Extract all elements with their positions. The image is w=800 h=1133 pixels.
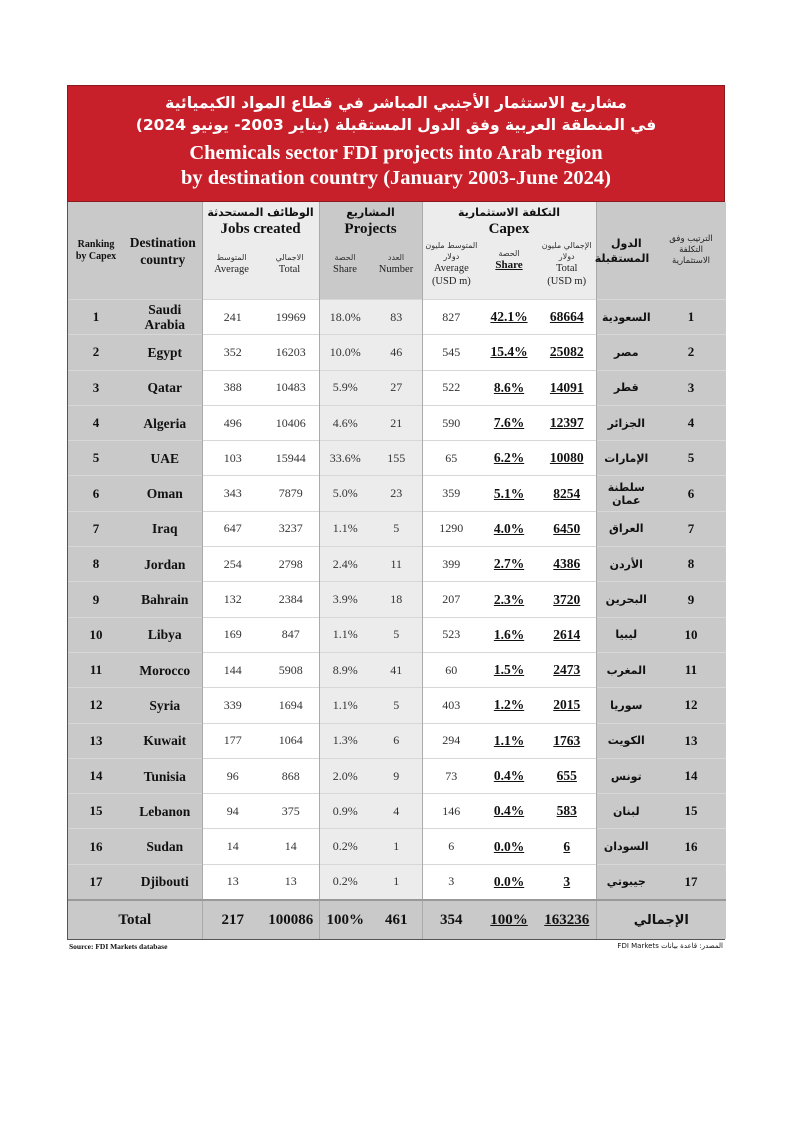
jobs-total-cell: 10483 xyxy=(263,370,319,405)
projects-number-cell: 1 xyxy=(371,829,422,864)
country-ar-header xyxy=(596,202,656,300)
rank-cell: 9 xyxy=(68,582,124,617)
rank-ar-cell: 9 xyxy=(656,582,726,617)
table-row xyxy=(68,617,726,652)
projects-share-cell: 1.1% xyxy=(319,511,371,546)
rank-ar-cell: 2 xyxy=(656,335,726,370)
table-body xyxy=(68,300,726,901)
projects-number-cell: 9 xyxy=(371,758,422,793)
capex-total-cell: 10080 xyxy=(538,441,596,476)
jobs-total-cell: 15944 xyxy=(263,441,319,476)
rank-cell: 6 xyxy=(68,476,124,511)
total-label-ar: الإجمالي xyxy=(596,900,726,939)
rank-cell: 4 xyxy=(68,405,124,440)
rank-ar-cell: 11 xyxy=(656,652,726,687)
capex-average-cell: 73 xyxy=(422,758,480,793)
rank-cell: 2 xyxy=(68,335,124,370)
country-ar-cell: قطر xyxy=(596,370,656,405)
document xyxy=(67,85,725,956)
destination-header-en: Destination country xyxy=(129,234,196,267)
country-cell: Egypt xyxy=(124,335,202,370)
projects-number-cell: 18 xyxy=(371,582,422,617)
capex-average-cell: 207 xyxy=(422,582,480,617)
country-cell: Jordan xyxy=(124,547,202,582)
country-ar-header-text: الدول المستقبلة xyxy=(594,236,650,265)
jobs-average-cell: 132 xyxy=(202,582,263,617)
rank-ar-header xyxy=(656,202,726,300)
projects-share-cell: 5.0% xyxy=(319,476,371,511)
projects-share-cell: 3.9% xyxy=(319,582,371,617)
rank-header xyxy=(68,202,124,300)
projects-share-header-ar: الحصة xyxy=(334,253,356,262)
country-ar-cell: الكويت xyxy=(596,723,656,758)
jobs-total-cell: 375 xyxy=(263,794,319,829)
country-ar-cell: البحرين xyxy=(596,582,656,617)
capex-header xyxy=(422,202,596,300)
capex-average-cell: 65 xyxy=(422,441,480,476)
projects-number-cell: 11 xyxy=(371,547,422,582)
capex-total-header-ar: الإجمالي مليون دولار xyxy=(541,241,592,261)
table-row xyxy=(68,758,726,793)
rank-ar-cell: 7 xyxy=(656,511,726,546)
projects-number-cell: 5 xyxy=(371,688,422,723)
rank-ar-cell: 12 xyxy=(656,688,726,723)
source-line xyxy=(67,942,725,956)
total-capex-total: 163236 xyxy=(538,900,596,939)
capex-average-cell: 522 xyxy=(422,370,480,405)
table-frame xyxy=(67,202,725,940)
country-ar-cell: لبنان xyxy=(596,794,656,829)
jobs-average-cell: 94 xyxy=(202,794,263,829)
capex-average-cell: 590 xyxy=(422,405,480,440)
destination-header xyxy=(124,202,202,300)
rank-cell: 16 xyxy=(68,829,124,864)
rank-ar-cell: 14 xyxy=(656,758,726,793)
capex-share-cell: 2.7% xyxy=(480,547,538,582)
table-row xyxy=(68,511,726,546)
title-arabic-line-1: مشاريع الاستثمار الأجنبي المباشر في قطاع المواد الكيميائية xyxy=(165,94,627,112)
capex-share-header-en: Share xyxy=(495,259,523,271)
capex-share-cell: 1.5% xyxy=(480,652,538,687)
jobs-header xyxy=(202,202,319,300)
capex-header-en: Capex xyxy=(488,221,530,237)
jobs-average-cell: 339 xyxy=(202,688,263,723)
projects-number-cell: 46 xyxy=(371,335,422,370)
total-projects-share: 100% xyxy=(319,900,371,939)
capex-total-cell: 12397 xyxy=(538,405,596,440)
country-cell: Qatar xyxy=(124,370,202,405)
projects-share-header-en: Share xyxy=(333,264,357,275)
rank-ar-cell: 8 xyxy=(656,547,726,582)
capex-total-cell: 68664 xyxy=(538,300,596,335)
projects-share-cell: 1.1% xyxy=(319,617,371,652)
capex-average-cell: 545 xyxy=(422,335,480,370)
jobs-total-cell: 3237 xyxy=(263,511,319,546)
projects-number-cell: 4 xyxy=(371,794,422,829)
table-row xyxy=(68,476,726,511)
jobs-average-cell: 103 xyxy=(202,441,263,476)
country-cell: Saudi Arabia xyxy=(124,300,202,335)
capex-share-cell: 0.4% xyxy=(480,794,538,829)
projects-share-cell: 0.9% xyxy=(319,794,371,829)
capex-share-cell: 0.4% xyxy=(480,758,538,793)
jobs-total-cell: 1064 xyxy=(263,723,319,758)
projects-number-cell: 5 xyxy=(371,617,422,652)
table-row xyxy=(68,405,726,440)
rank-cell: 11 xyxy=(68,652,124,687)
country-ar-cell: سوريا xyxy=(596,688,656,723)
jobs-average-cell: 13 xyxy=(202,864,263,900)
total-capex-share: 100% xyxy=(480,900,538,939)
projects-number-cell: 21 xyxy=(371,405,422,440)
projects-number-cell: 6 xyxy=(371,723,422,758)
country-ar-cell: جيبوتي xyxy=(596,864,656,900)
country-cell: Kuwait xyxy=(124,723,202,758)
capex-share-cell: 8.6% xyxy=(480,370,538,405)
rank-cell: 14 xyxy=(68,758,124,793)
projects-share-cell: 18.0% xyxy=(319,300,371,335)
title-arabic-line-2: في المنطقة العربية وفق الدول المستقبلة (يناير 2003- يونيو 2024) xyxy=(135,116,657,134)
jobs-total-cell: 2798 xyxy=(263,547,319,582)
jobs-total-cell: 847 xyxy=(263,617,319,652)
country-ar-cell: العراق xyxy=(596,511,656,546)
country-ar-cell: الإمارات xyxy=(596,441,656,476)
jobs-total-cell: 7879 xyxy=(263,476,319,511)
country-cell: UAE xyxy=(124,441,202,476)
projects-share-cell: 0.2% xyxy=(319,829,371,864)
rank-ar-cell: 4 xyxy=(656,405,726,440)
country-ar-cell: الجزائر xyxy=(596,405,656,440)
country-cell: Iraq xyxy=(124,511,202,546)
country-ar-cell: السعودية xyxy=(596,300,656,335)
projects-share-cell: 1.3% xyxy=(319,723,371,758)
projects-share-cell: 8.9% xyxy=(319,652,371,687)
jobs-total-cell: 13 xyxy=(263,864,319,900)
projects-share-cell: 2.0% xyxy=(319,758,371,793)
rank-cell: 8 xyxy=(68,547,124,582)
projects-share-cell: 5.9% xyxy=(319,370,371,405)
jobs-average-cell: 647 xyxy=(202,511,263,546)
capex-total-cell: 4386 xyxy=(538,547,596,582)
jobs-average-cell: 496 xyxy=(202,405,263,440)
capex-average-cell: 60 xyxy=(422,652,480,687)
projects-number-cell: 1 xyxy=(371,864,422,900)
country-cell: Libya xyxy=(124,617,202,652)
country-cell: Bahrain xyxy=(124,582,202,617)
country-ar-cell: مصر xyxy=(596,335,656,370)
projects-share-cell: 2.4% xyxy=(319,547,371,582)
projects-number-header-en: Number xyxy=(378,264,414,275)
table-row xyxy=(68,300,726,335)
capex-total-cell: 655 xyxy=(538,758,596,793)
table-row xyxy=(68,723,726,758)
capex-average-cell: 359 xyxy=(422,476,480,511)
jobs-total-cell: 868 xyxy=(263,758,319,793)
projects-number-header-ar: العدد xyxy=(387,253,405,262)
projects-number-cell: 83 xyxy=(371,300,422,335)
rank-cell: 3 xyxy=(68,370,124,405)
rank-cell: 5 xyxy=(68,441,124,476)
capex-share-cell: 4.0% xyxy=(480,511,538,546)
projects-share-cell: 4.6% xyxy=(319,405,371,440)
rank-ar-cell: 15 xyxy=(656,794,726,829)
table-row xyxy=(68,652,726,687)
rank-ar-cell: 5 xyxy=(656,441,726,476)
projects-header-ar: المشاريع xyxy=(346,206,395,219)
table-row xyxy=(68,370,726,405)
fdi-table xyxy=(68,202,726,939)
jobs-average-cell: 144 xyxy=(202,652,263,687)
capex-share-cell: 5.1% xyxy=(480,476,538,511)
title-english-line-1: Chemicals sector FDI projects into Arab region xyxy=(189,142,603,164)
projects-number-cell: 23 xyxy=(371,476,422,511)
projects-share-cell: 10.0% xyxy=(319,335,371,370)
country-cell: Lebanon xyxy=(124,794,202,829)
country-cell: Sudan xyxy=(124,829,202,864)
projects-number-cell: 155 xyxy=(371,441,422,476)
jobs-average-cell: 352 xyxy=(202,335,263,370)
capex-total-cell: 6450 xyxy=(538,511,596,546)
capex-share-cell: 42.1% xyxy=(480,300,538,335)
capex-share-cell: 7.6% xyxy=(480,405,538,440)
rank-ar-cell: 16 xyxy=(656,829,726,864)
rank-ar-cell: 10 xyxy=(656,617,726,652)
capex-total-cell: 3720 xyxy=(538,582,596,617)
total-jobs-average: 217 xyxy=(202,900,263,939)
country-cell: Syria xyxy=(124,688,202,723)
total-jobs-total: 100086 xyxy=(263,900,319,939)
rank-ar-cell: 1 xyxy=(656,300,726,335)
capex-share-cell: 1.1% xyxy=(480,723,538,758)
rank-cell: 17 xyxy=(68,864,124,900)
rank-ar-cell: 13 xyxy=(656,723,726,758)
jobs-total-cell: 10406 xyxy=(263,405,319,440)
country-ar-cell: ليبيا xyxy=(596,617,656,652)
capex-total-header-en: Total (USD m) xyxy=(547,263,587,287)
jobs-total-cell: 16203 xyxy=(263,335,319,370)
jobs-total-header-ar: الاجمالي xyxy=(275,253,304,262)
country-cell: Tunisia xyxy=(124,758,202,793)
projects-header-en: Projects xyxy=(344,221,397,237)
jobs-average-cell: 96 xyxy=(202,758,263,793)
projects-header xyxy=(319,202,422,300)
rank-cell: 12 xyxy=(68,688,124,723)
capex-total-cell: 14091 xyxy=(538,370,596,405)
country-cell: Morocco xyxy=(124,652,202,687)
capex-average-cell: 827 xyxy=(422,300,480,335)
country-cell: Algeria xyxy=(124,405,202,440)
rank-cell: 10 xyxy=(68,617,124,652)
jobs-total-cell: 1694 xyxy=(263,688,319,723)
rank-header-en: Ranking by Capex xyxy=(75,238,117,262)
projects-number-cell: 27 xyxy=(371,370,422,405)
jobs-total-cell: 5908 xyxy=(263,652,319,687)
table-row xyxy=(68,829,726,864)
capex-total-cell: 583 xyxy=(538,794,596,829)
jobs-average-cell: 388 xyxy=(202,370,263,405)
capex-average-cell: 403 xyxy=(422,688,480,723)
capex-average-cell: 3 xyxy=(422,864,480,900)
table-row xyxy=(68,864,726,900)
projects-share-cell: 33.6% xyxy=(319,441,371,476)
capex-total-cell: 2473 xyxy=(538,652,596,687)
jobs-average-cell: 343 xyxy=(202,476,263,511)
total-capex-average: 354 xyxy=(422,900,480,939)
capex-total-cell: 25082 xyxy=(538,335,596,370)
capex-share-cell: 0.0% xyxy=(480,864,538,900)
jobs-header-ar: الوظائف المستحدثة xyxy=(207,206,314,219)
capex-average-cell: 399 xyxy=(422,547,480,582)
jobs-total-cell: 2384 xyxy=(263,582,319,617)
rank-cell: 7 xyxy=(68,511,124,546)
table-row xyxy=(68,688,726,723)
title-banner xyxy=(67,85,725,202)
capex-average-header-en: Average (USD m) xyxy=(431,263,471,287)
capex-total-cell: 1763 xyxy=(538,723,596,758)
jobs-total-header-en: Total xyxy=(278,264,301,275)
table-row xyxy=(68,547,726,582)
table-row xyxy=(68,794,726,829)
rank-cell: 13 xyxy=(68,723,124,758)
capex-share-cell: 0.0% xyxy=(480,829,538,864)
jobs-average-cell: 169 xyxy=(202,617,263,652)
rank-ar-cell: 3 xyxy=(656,370,726,405)
projects-number-cell: 5 xyxy=(371,511,422,546)
jobs-total-cell: 14 xyxy=(263,829,319,864)
rank-ar-cell: 6 xyxy=(656,476,726,511)
projects-number-cell: 41 xyxy=(371,652,422,687)
capex-average-cell: 146 xyxy=(422,794,480,829)
capex-average-cell: 1290 xyxy=(422,511,480,546)
capex-total-cell: 6 xyxy=(538,829,596,864)
jobs-average-cell: 14 xyxy=(202,829,263,864)
jobs-average-cell: 254 xyxy=(202,547,263,582)
capex-share-cell: 2.3% xyxy=(480,582,538,617)
capex-average-cell: 6 xyxy=(422,829,480,864)
capex-average-cell: 523 xyxy=(422,617,480,652)
country-ar-cell: سلطنة عمان xyxy=(596,476,656,511)
country-ar-cell: الأردن xyxy=(596,547,656,582)
rank-ar-header-text: الترتيب وفق التكلفة الاستثمارية xyxy=(669,234,713,266)
source-en: Source: FDI Markets database xyxy=(69,942,168,952)
country-cell: Djibouti xyxy=(124,864,202,900)
country-ar-cell: المغرب xyxy=(596,652,656,687)
table-row xyxy=(68,441,726,476)
total-row xyxy=(68,900,726,939)
total-label: Total xyxy=(68,900,202,939)
country-ar-cell: السودان xyxy=(596,829,656,864)
jobs-average-cell: 177 xyxy=(202,723,263,758)
projects-share-cell: 0.2% xyxy=(319,864,371,900)
rank-ar-cell: 17 xyxy=(656,864,726,900)
jobs-average-header-ar: المتوسط xyxy=(216,253,247,262)
capex-average-cell: 294 xyxy=(422,723,480,758)
capex-total-cell: 2614 xyxy=(538,617,596,652)
rank-cell: 1 xyxy=(68,300,124,335)
jobs-total-cell: 19969 xyxy=(263,300,319,335)
capex-total-cell: 2015 xyxy=(538,688,596,723)
capex-share-cell: 15.4% xyxy=(480,335,538,370)
jobs-header-en: Jobs created xyxy=(220,221,301,237)
country-ar-cell: تونس xyxy=(596,758,656,793)
capex-average-header-ar: المتوسط مليون دولار xyxy=(425,241,478,261)
capex-total-cell: 3 xyxy=(538,864,596,900)
capex-total-cell: 8254 xyxy=(538,476,596,511)
country-cell: Oman xyxy=(124,476,202,511)
capex-share-cell: 1.6% xyxy=(480,617,538,652)
rank-cell: 15 xyxy=(68,794,124,829)
total-projects-number: 461 xyxy=(371,900,422,939)
source-ar: المصدر: قاعدة بيانات FDI Markets xyxy=(617,942,723,951)
jobs-average-header-en: Average xyxy=(214,264,249,275)
jobs-average-cell: 241 xyxy=(202,300,263,335)
table-row xyxy=(68,582,726,617)
capex-share-header-ar: الحصة xyxy=(498,249,520,258)
capex-header-ar: التكلفة الاستثمارية xyxy=(457,206,561,219)
capex-share-cell: 6.2% xyxy=(480,441,538,476)
table-row xyxy=(68,335,726,370)
title-english-line-2: by destination country (January 2003-June 2024) xyxy=(181,167,611,189)
capex-share-cell: 1.2% xyxy=(480,688,538,723)
projects-share-cell: 1.1% xyxy=(319,688,371,723)
